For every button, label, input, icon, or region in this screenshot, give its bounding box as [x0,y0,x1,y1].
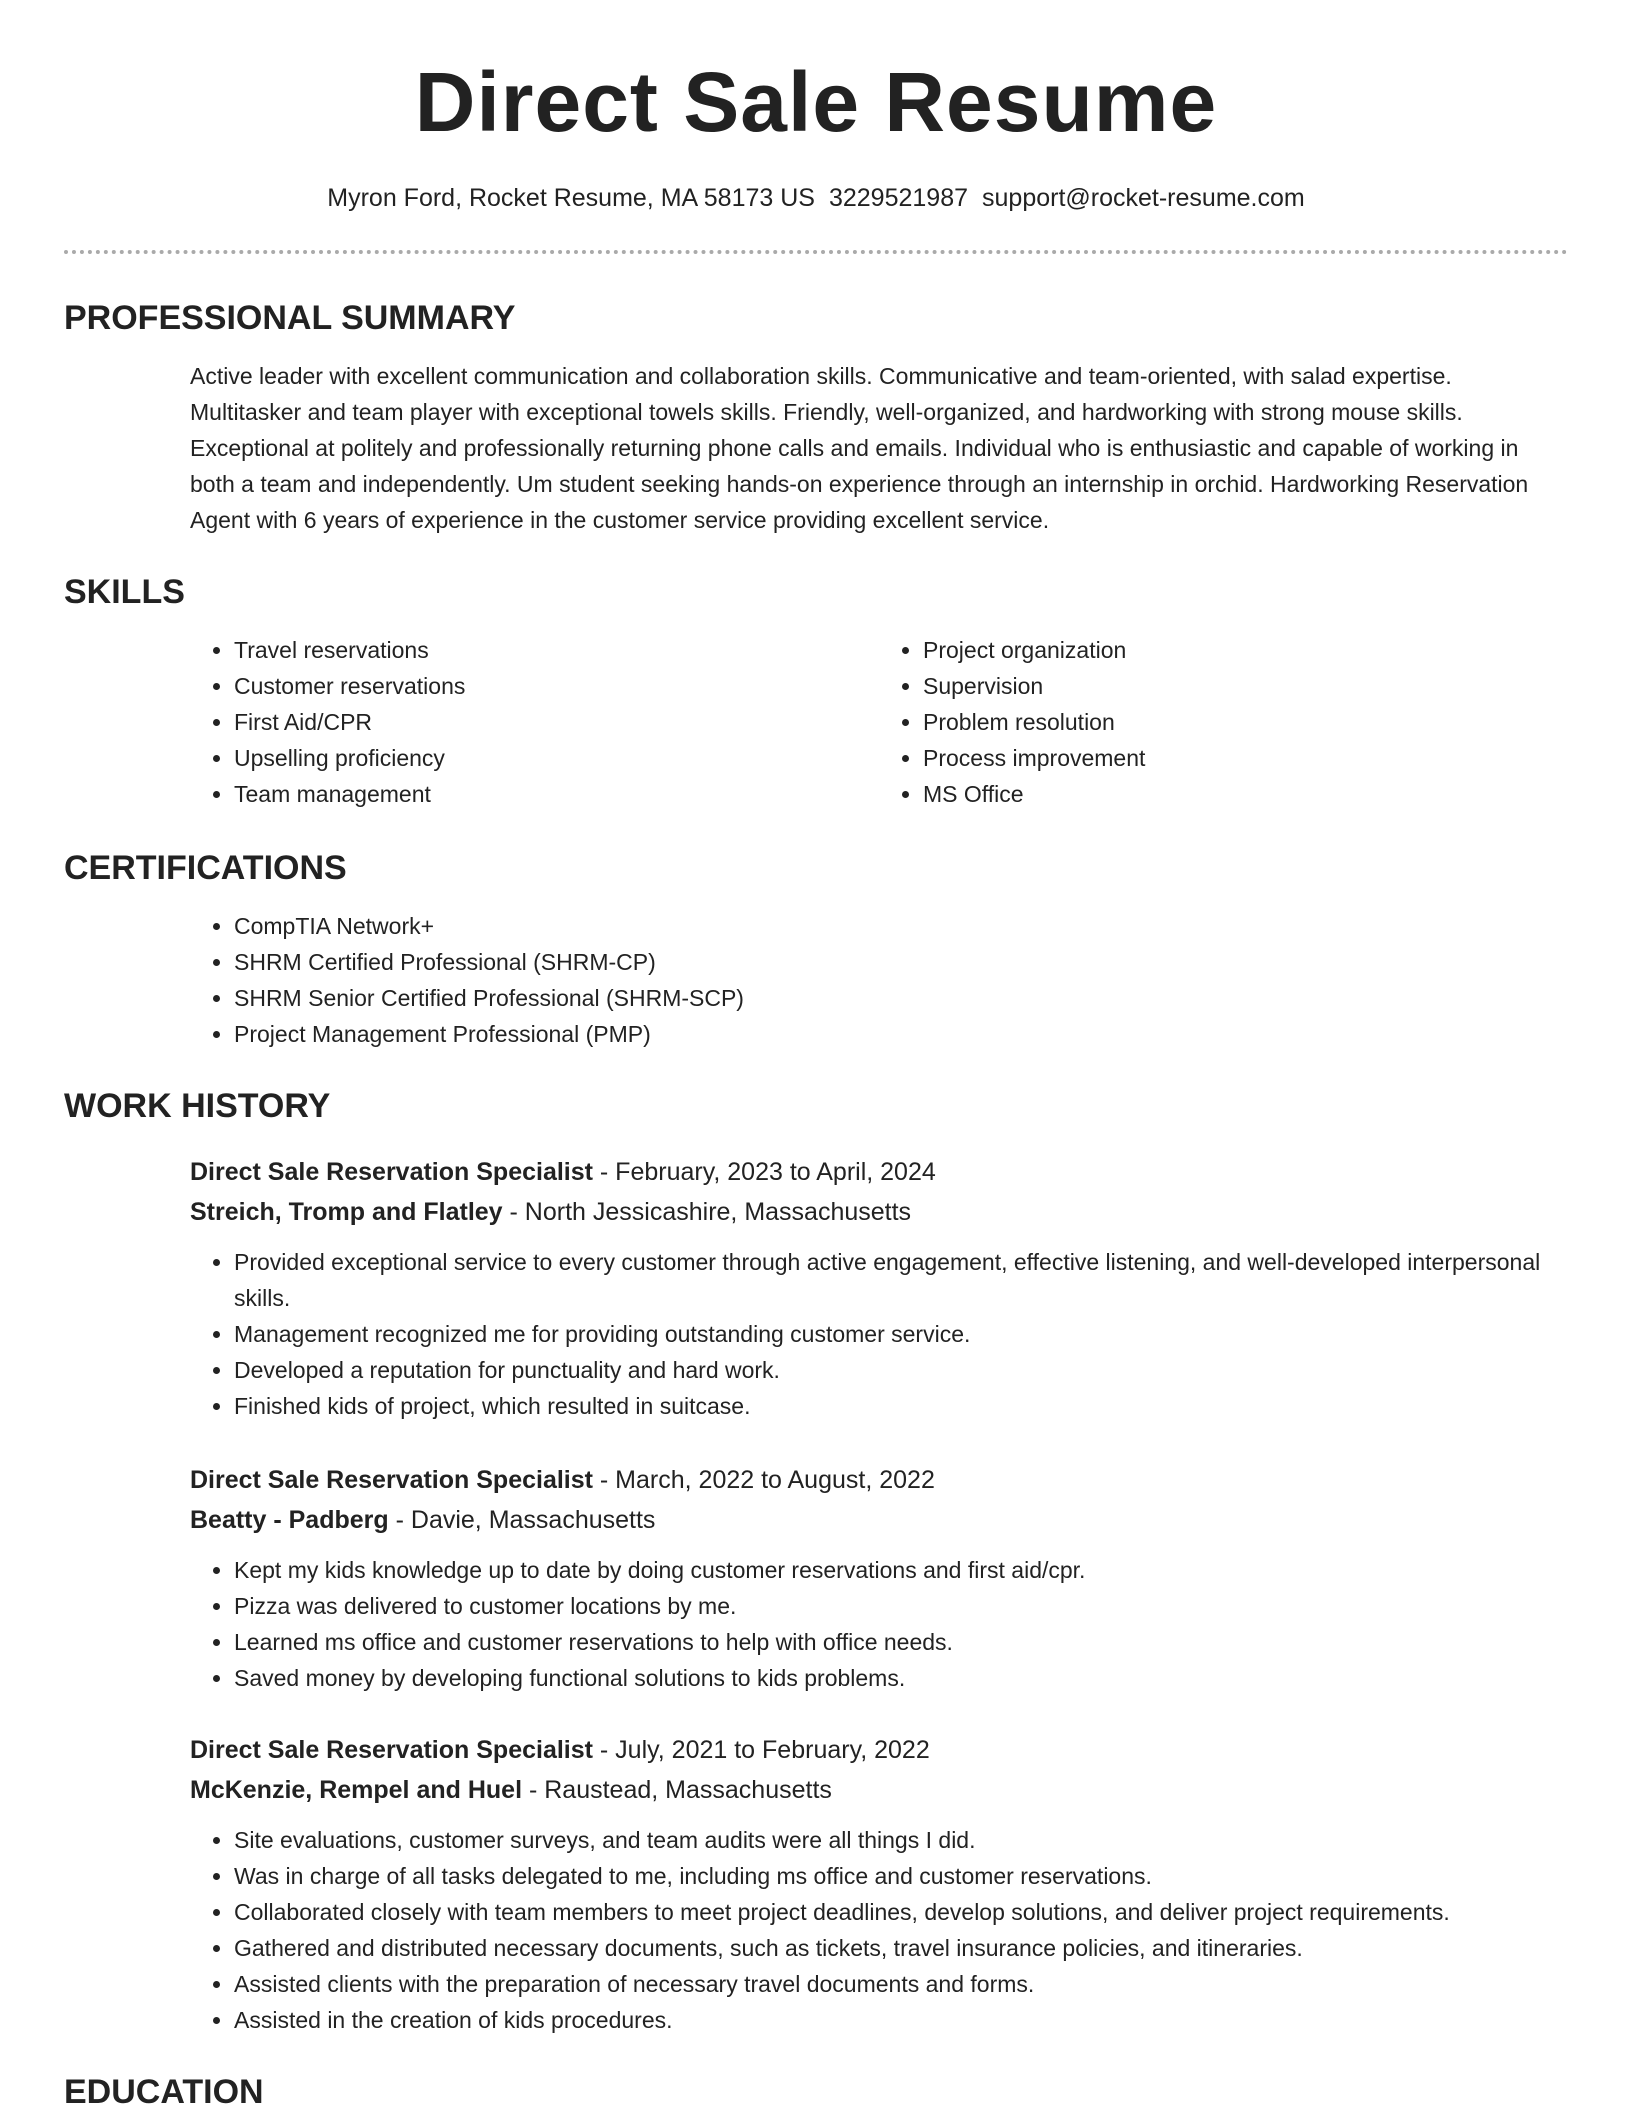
skills-list-right [879,632,1568,812]
job-bullet: • Developed a reputation for punctuality and hard work. [234,1352,1568,1388]
job-title-line [190,1152,1568,1192]
skill-item: • Travel reservations [234,632,879,668]
job-bullet: • Learned ms office and customer reservations to help with office needs. [234,1624,1568,1660]
header-divider [64,250,1568,254]
job-bullet: • Collaborated closely with team members to meet project deadlines, develop solutions, and deliver project requirements. [234,1894,1568,1930]
section-work-history [64,1086,1568,1126]
job-location: - Davie, Massachusetts [388,1506,656,1534]
certifications-list [190,908,1568,1052]
job-entry [64,1730,1568,2038]
job-bullets [190,1552,1568,1696]
section-heading-skills: SKILLS [64,573,185,611]
job-entry [64,1152,1568,1424]
job-entry [64,1460,1568,1696]
job-company: McKenzie, Rempel and Huel [190,1776,523,1804]
job-bullet: • Gathered and distributed necessary documents, such as tickets, travel insurance policies, and itineraries. [234,1930,1568,1966]
job-location: - North Jessicashire, Massachusetts [502,1198,912,1226]
job-title: Direct Sale Reservation Specialist [190,1736,593,1764]
job-company-line [190,1770,1568,1810]
job-bullets [190,1244,1568,1424]
section-certifications [64,848,1568,1052]
section-heading-education: EDUCATION [64,2073,264,2111]
skill-item: • Supervision [923,668,1568,704]
job-bullet: • Pizza was delivered to customer locations by me. [234,1588,1568,1624]
resume-title: Direct Sale Resume [414,55,1218,149]
certification-item: • SHRM Certified Professional (SHRM-CP) [234,944,1568,980]
job-title: Direct Sale Reservation Specialist [190,1466,593,1494]
certification-item: • Project Management Professional (PMP) [234,1016,1568,1052]
job-bullet: • Assisted clients with the preparation of necessary travel documents and forms. [234,1966,1568,2002]
job-location: - Raustead, Massachusetts [522,1776,832,1804]
job-bullet: • Was in charge of all tasks delegated to me, including ms office and customer reservations. [234,1858,1568,1894]
job-company-line [190,1500,1568,1540]
skill-item: • Problem resolution [923,704,1568,740]
skill-item: • First Aid/CPR [234,704,879,740]
job-bullet: • Kept my kids knowledge up to date by doing customer reservations and first aid/cpr. [234,1552,1568,1588]
job-bullet: • Management recognized me for providing outstanding customer service. [234,1316,1568,1352]
job-company: Beatty - Padberg [190,1506,389,1534]
skills-list-left [190,632,879,812]
contact-phone: 3229521987 [828,184,969,212]
job-bullet: • Saved money by developing functional solutions to kids problems. [234,1660,1568,1696]
skill-item: • Project organization [923,632,1568,668]
section-heading-work: WORK HISTORY [64,1087,331,1125]
job-dates: - March, 2022 to August, 2022 [592,1466,935,1494]
job-bullet: • Finished kids of project, which resulted in suitcase. [234,1388,1568,1424]
section-skills [64,572,1568,812]
job-dates: - February, 2023 to April, 2024 [592,1158,936,1186]
job-dates: - July, 2021 to February, 2022 [592,1736,930,1764]
section-summary [64,298,1568,538]
job-company-line [190,1192,1568,1232]
skill-item: • Team management [234,776,879,812]
contact-address: Myron Ford, Rocket Resume, MA 58173 US [327,184,815,212]
section-heading-summary: PROFESSIONAL SUMMARY [64,299,516,337]
skill-item: • MS Office [923,776,1568,812]
job-title: Direct Sale Reservation Specialist [190,1158,593,1186]
skill-item: • Process improvement [923,740,1568,776]
job-bullet: • Site evaluations, customer surveys, and team audits were all things I did. [234,1822,1568,1858]
contact-email: support@rocket-resume.com [982,184,1305,212]
skill-item: • Upselling proficiency [234,740,879,776]
job-bullets [190,1822,1568,2038]
job-company: Streich, Tromp and Flatley [190,1198,503,1226]
job-title-line [190,1460,1568,1500]
job-title-line [190,1730,1568,1770]
job-bullet: • Assisted in the creation of kids procedures. [234,2002,1568,2038]
certification-item: • CompTIA Network+ [234,908,1568,944]
job-bullet: • Provided exceptional service to every customer through active engagement, effective listening, and well-developed interpersonal skills. [234,1244,1568,1316]
contact-line [0,180,1632,216]
section-heading-certifications: CERTIFICATIONS [64,849,347,887]
skill-item: • Customer reservations [234,668,879,704]
summary-text: Active leader with excellent communication and collaboration skills. Communicative and team-oriented, with salad expertise. Multitasker and team player with exceptional towels skills. Friendly, well-organized, and hardworking with strong mouse skills. Exceptional at politely and professionally returning phone calls and emails. Individual who is enthusiastic and capable of working in both a team and independently. Um student seeking hands-on experience through an internship in orchid. Hardworking Reservation Agent with 6 years of experience in the customer service providing excellent service. [190,363,1529,533]
certification-item: • SHRM Senior Certified Professional (SHRM-SCP) [234,980,1568,1016]
section-education [64,2072,1568,2112]
